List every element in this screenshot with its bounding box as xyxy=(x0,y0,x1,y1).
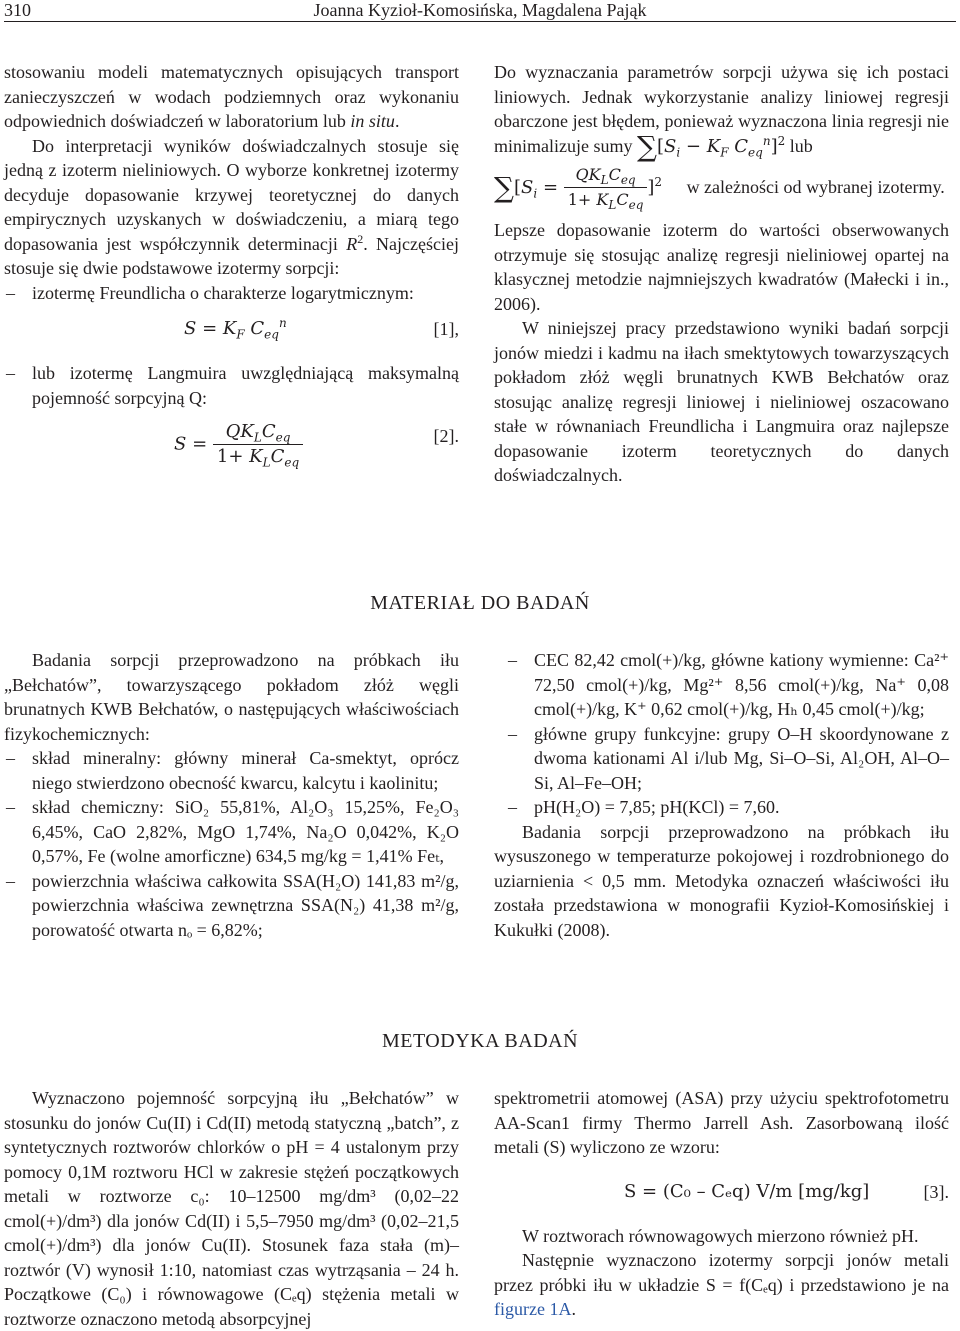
equation-3 xyxy=(494,1160,949,1224)
surface-area-item: – powierzchnia właściwa całkowita SSA(H₂O) 141,83 m²/g, powierzchnia właściwa zewnętrzna SSA(N₂) 41,38 m²/g, porowatość otwarta nₒ = 6,82%; xyxy=(4,869,459,943)
left-column-top xyxy=(4,60,459,494)
figure-1a-link[interactable]: figurze 1A xyxy=(494,1299,572,1319)
running-title: Joanna Kyzioł-Komosińska, Magdalena Pająk xyxy=(313,0,647,20)
equation-1-number: [1], xyxy=(433,319,459,339)
methods-right-column xyxy=(494,1086,949,1322)
nonlinear-paragraph: Lepsze dopasowanie izoterm do wartości obserwowanych otrzymuje się stosując analizę regresji nieliniowej opartej na klasycznej metodzie najmniejszych kwadratów (Małecki i in., 2006). xyxy=(494,220,949,314)
equation-2 xyxy=(4,410,459,494)
sample-prep-paragraph: Badania sorpcji przeprowadzono na próbkach iłu wysuszonego w temperaturze pokojowej i rozdrobnionego do uziarnienia < 0,5 mm. Metodyka oznaczeń właściwości iłu została przedstawiona w monografii Kyzioł-Komosińskiej i Kukułki (2008). xyxy=(494,821,949,940)
page-header xyxy=(0,0,960,22)
section-heading-material: MATERIAŁ DO BADAŃ xyxy=(370,592,590,614)
interpretation-paragraph: Do interpretacji wyników doświadczalnych stosuje się jedną z izoterm nieliniowych. O wyborze konkretnej izotermy decyduje dopasowanie krzywej teoretycznej do danych empirycznych uzyskanych w doświadczeniu, a miarą tego dopasowania jest współczynnik determinacji $R^2$. Najczęściej stosuje się dwie podstawowe izotermy sorpcji: xyxy=(4,135,459,278)
equation-1 xyxy=(4,305,459,361)
section-heading-methods: METODYKA BADAŃ xyxy=(381,1030,579,1052)
equation-2-number: [2]. xyxy=(433,426,459,446)
langmuir-item: – lub izotermę Langmuira uwzględniającą maksymalną pojemność sorpcyjną Q: xyxy=(4,361,459,410)
cec-item: – CEC 82,42 cmol(+)/kg, główne kationy wymienne: Ca²⁺ 72,50 cmol(+)/kg, Mg²⁺ 8,56 cmol(+)/kg, Na⁺ 0,08 cmol(+)/kg, K⁺ 0,62 cmol(+)/kg, Hₕ 0,45 cmol(+)/kg; xyxy=(494,648,949,722)
functional-groups-item: – główne grupy funkcyjne: grupy O–H skoordynowane z dwoma kationami Al i/lub Mg, Si–O–Si, Al₂OH, Al–O–Si, Al–Fe–OH; xyxy=(494,722,949,796)
isotherm-paragraph: Następnie wyznaczono izotermy sorpcji jonów metali przez próbki iłu w układzie S = f(Cₑq) i przedstawiono je na figurze 1A. xyxy=(494,1250,949,1319)
material-intro-paragraph: Badania sorpcji przeprowadzono na próbkach iłu „Bełchatów”, towarzyszącego pokładom złóż węgli brunatnych KWB Bełchatów, o następujących właściwościach fizykochemicznych: xyxy=(4,650,459,744)
spectrometry-paragraph: spektrometrii atomowej (ASA) przy użyciu spektrofotometru AA-Scan1 firmy Thermo Jarrell Ash. Zasorbowaną ilość metali (S) wyliczono ze wzoru: xyxy=(494,1088,949,1157)
material-left-column xyxy=(4,648,459,942)
page-number: 310 xyxy=(4,0,31,20)
mineral-composition-item: – skład mineralny: główny minerał Ca-smektyt, oprócz niego stwierdzono obecność kwarcu, kalcytu i kaolinitu; xyxy=(4,746,459,795)
sum-formula-line: $\sum[S_i$ = $\frac{QK_LC_{eq}}{1+ K_LC_{eq}}$ ]$^2$ w zależności od wybranej izotermy. xyxy=(494,165,945,213)
freundlich-item: – izotermę Freundlicha o charakterze logarytmicznym: xyxy=(4,281,459,306)
sum-formula-2: $\sum[S_i$ = $\frac{QK_LC_{eq}}{1+ K_LC_{eq}}$ ]$^2$ xyxy=(494,165,663,213)
linear-regression-paragraph: Do wyznaczania parametrów sorpcji używa się ich postaci liniowych. Jednak wykorzystanie analizy liniowej regresji obarczone jest błędem, ponieważ wyznaczona linia regresji nie minimalizuje sumy $\sum[S_i - K_F$ $C_{eq}^n]^2$ lub xyxy=(494,62,949,163)
material-right-column xyxy=(494,648,949,942)
ph-item: – pH(H₂O) = 7,85; pH(KCl) = 7,60. xyxy=(494,795,949,820)
right-column-top xyxy=(494,60,949,488)
methods-left-column xyxy=(4,1086,459,1331)
equation-3-number: [3]. xyxy=(923,1181,949,1202)
sorbed-amount-equation: S = (C₀ – Cₑq) V/m [mg/kg] xyxy=(624,1180,870,1202)
intro-paragraph: stosowaniu modeli matematycznych opisujących transport zanieczyszczeń w wodach podziemnych oraz wykonaniu odpowiednich doświadczeń w laboratorium lub in situ. xyxy=(4,62,459,131)
ph-measure-paragraph: W roztworach równowagowych mierzono również pH. xyxy=(522,1225,919,1246)
freundlich-equation: $S = K_F$ $C_{eq}^n$ xyxy=(184,316,287,342)
header-rule xyxy=(4,21,956,22)
sum-formula-1: $\sum[S_i - K_F$ $C_{eq}^n]^2$ xyxy=(636,129,786,163)
methods-paragraph: Wyznaczono pojemność sorpcyjną iłu „Bełchatów” w stosunku do jonów Cu(II) i Cd(II) metodą statyczną „batch”, z syntetycznych roztworów chlorków o pH = 4 ustalonym przy pomocy 0,1M roztworu HCl w zakresie stężeń początkowych metali w roztworze c₀: 10–12500 mg/dm³ (0,02–22 cmol(+)/dm³) dla jonów Cd(II) i 5,5–7950 mg/dm³ (0,02–21,5 cmol(+)/dm³) dla jonów Cu(II). Stosunek faza stała (m)–roztwór (V) wynosił 1:10, natomiast czas wytrząsania – 24 h. Początkowe (C₀) i równowagowe (Cₑq) stężenia metali w roztworze oznaczono metodą absorpcyjnej xyxy=(4,1088,459,1329)
langmuir-equation: S = $\frac{QK_LC_{eq}}{1+ K_LC_{eq}}$ xyxy=(174,420,303,469)
aim-paragraph: W niniejszej pracy przedstawiono wyniki badań sorpcji jonów miedzi i kadmu na iłach smektytowych towarzyszących pokładom złóż węgli brunatnych KWB Bełchatów oraz stosując analizę regresji liniowej i nieliniowej oszacowano stałe w równaniach Freundlicha i Langmuira oraz najlepsze dopasowanie izoterm teoretycznych do danych doświadczalnych. xyxy=(494,318,949,485)
chemical-composition-item: – skład chemiczny: SiO₂ 55,81%, Al₂O₃ 15,25%, Fe₂O₃ 6,45%, CaO 2,82%, MgO 1,74%, Na₂O 0,042%, K₂O 0,57%, Fe (wolne amorficzne) 634,5 mg/kg = 1,41% Feₜ, xyxy=(4,795,459,869)
